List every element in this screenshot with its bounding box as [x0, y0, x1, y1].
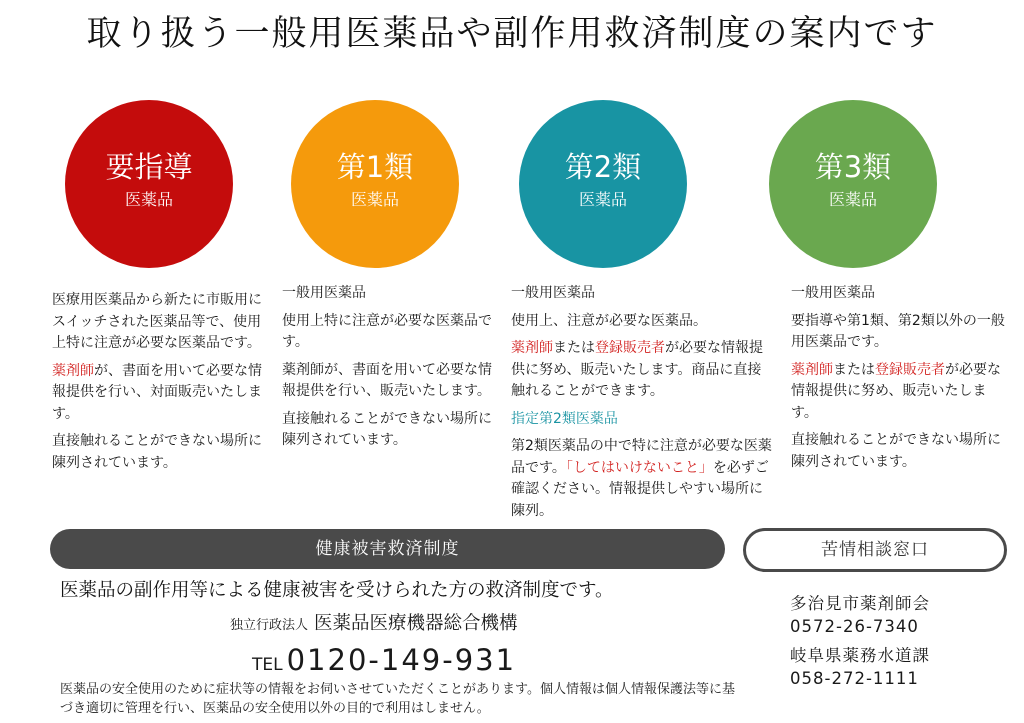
pharmacist-highlight: 薬剤師	[791, 361, 833, 378]
category-circle-class-3	[769, 100, 937, 268]
description-text: 薬剤師が、書面を用いて必要な情報提供を行い、販売いたします。	[282, 361, 492, 399]
category-name: 第1類	[336, 150, 414, 184]
description-text: 一般用医薬品	[511, 285, 595, 301]
description-class-2	[511, 283, 773, 528]
description-text: または	[553, 340, 595, 356]
category-sub: 医薬品	[124, 190, 173, 209]
description-text	[511, 436, 773, 522]
consultation-desk-banner: 苦情相談窓口	[743, 528, 1007, 572]
consultation-contacts	[790, 592, 970, 690]
contact-org: 多治見市薬剤師会	[790, 594, 930, 613]
pharmacist-highlight: 薬剤師	[511, 340, 553, 356]
description-text: 直接触れることができない場所に陳列されています。	[52, 433, 262, 471]
registered-seller-highlight: 登録販売者	[595, 340, 665, 356]
org-name: 医薬品医療機器総合機構	[314, 613, 518, 634]
org-prefix: 独立行政法人	[230, 618, 309, 633]
category-sub: 医薬品	[828, 190, 877, 209]
description-text: が、書面を用いて必要な情報提供を行い、対面販売いたします。	[52, 362, 262, 422]
description-text: 第2類医薬品の中で特に注意が必要な医薬品です。	[511, 438, 772, 476]
description-class-1	[282, 283, 492, 458]
category-name: 第2類	[564, 150, 642, 184]
description-text: を必ずご確認ください。情報提供しやすい場所に陳列。	[511, 459, 769, 519]
description-text: が必要な情報提供に努め、販売いたします。	[791, 361, 1001, 421]
category-sub: 医薬品	[350, 190, 399, 209]
description-class-3	[791, 283, 1006, 479]
tel-label: TEL	[252, 655, 283, 675]
relief-organization	[230, 609, 518, 635]
description-text: 使用上特に注意が必要な医薬品です。	[282, 312, 492, 350]
relief-phone	[252, 643, 516, 677]
contact-phone: 0572-26-7340	[790, 617, 919, 636]
relief-system-description: 医薬品の副作用等による健康被害を受けられた方の救済制度です。	[60, 580, 614, 601]
pharmacist-highlight: 薬剤師	[52, 362, 94, 379]
description-text: が必要な情報提供に努め、販売いたします。商品に直接触れることができます。	[511, 340, 763, 399]
description-text: 直接触れることができない場所に陳列されています。	[282, 410, 492, 448]
description-text	[52, 361, 262, 426]
prohibited-actions-highlight: 「してはいけないこと」	[565, 459, 713, 476]
description-text: 要指導や第1類、第2類以外の一般用医薬品です。	[791, 312, 1005, 350]
category-name: 要指導	[105, 150, 193, 184]
category-name: 第3類	[814, 150, 892, 184]
contact-org: 岐阜県薬務水道課	[790, 646, 930, 665]
designated-class-2-heading: 指定第2類医薬品	[511, 410, 618, 427]
description-text: 一般用医薬品	[791, 285, 875, 301]
description-text: 医療用医薬品から新たに市販用にスイッチされた医薬品等で、使用上特に注意が必要な医薬品です。	[52, 292, 262, 351]
description-text: 直接触れることができない場所に陳列されています。	[791, 432, 1001, 470]
contact-phone: 058-272-1111	[790, 669, 919, 688]
description-text: 使用上、注意が必要な医薬品。	[511, 312, 707, 329]
category-sub: 医薬品	[578, 190, 627, 209]
relief-system-banner: 健康被害救済制度	[50, 529, 725, 569]
description-text	[791, 360, 1006, 425]
description-text: 一般用医薬品	[282, 285, 366, 301]
category-circle-requires-guidance	[65, 100, 233, 268]
registered-seller-highlight: 登録販売者	[875, 361, 945, 378]
tel-number: 0120-149-931	[286, 643, 517, 677]
page-title: 取り扱う一般用医薬品や副作用救済制度の案内です	[86, 14, 938, 54]
description-text	[511, 338, 773, 403]
privacy-note: 医薬品の安全使用のために症状等の情報をお伺いさせていただくことがあります。個人情報は個人情報保護法等に基づき適切に管理を行い、医薬品の安全使用以外の目的で利用はしません。	[60, 682, 735, 716]
description-requires-guidance	[52, 290, 262, 480]
category-circle-class-1	[291, 100, 459, 268]
category-circle-class-2	[519, 100, 687, 268]
description-text: または	[833, 361, 875, 378]
